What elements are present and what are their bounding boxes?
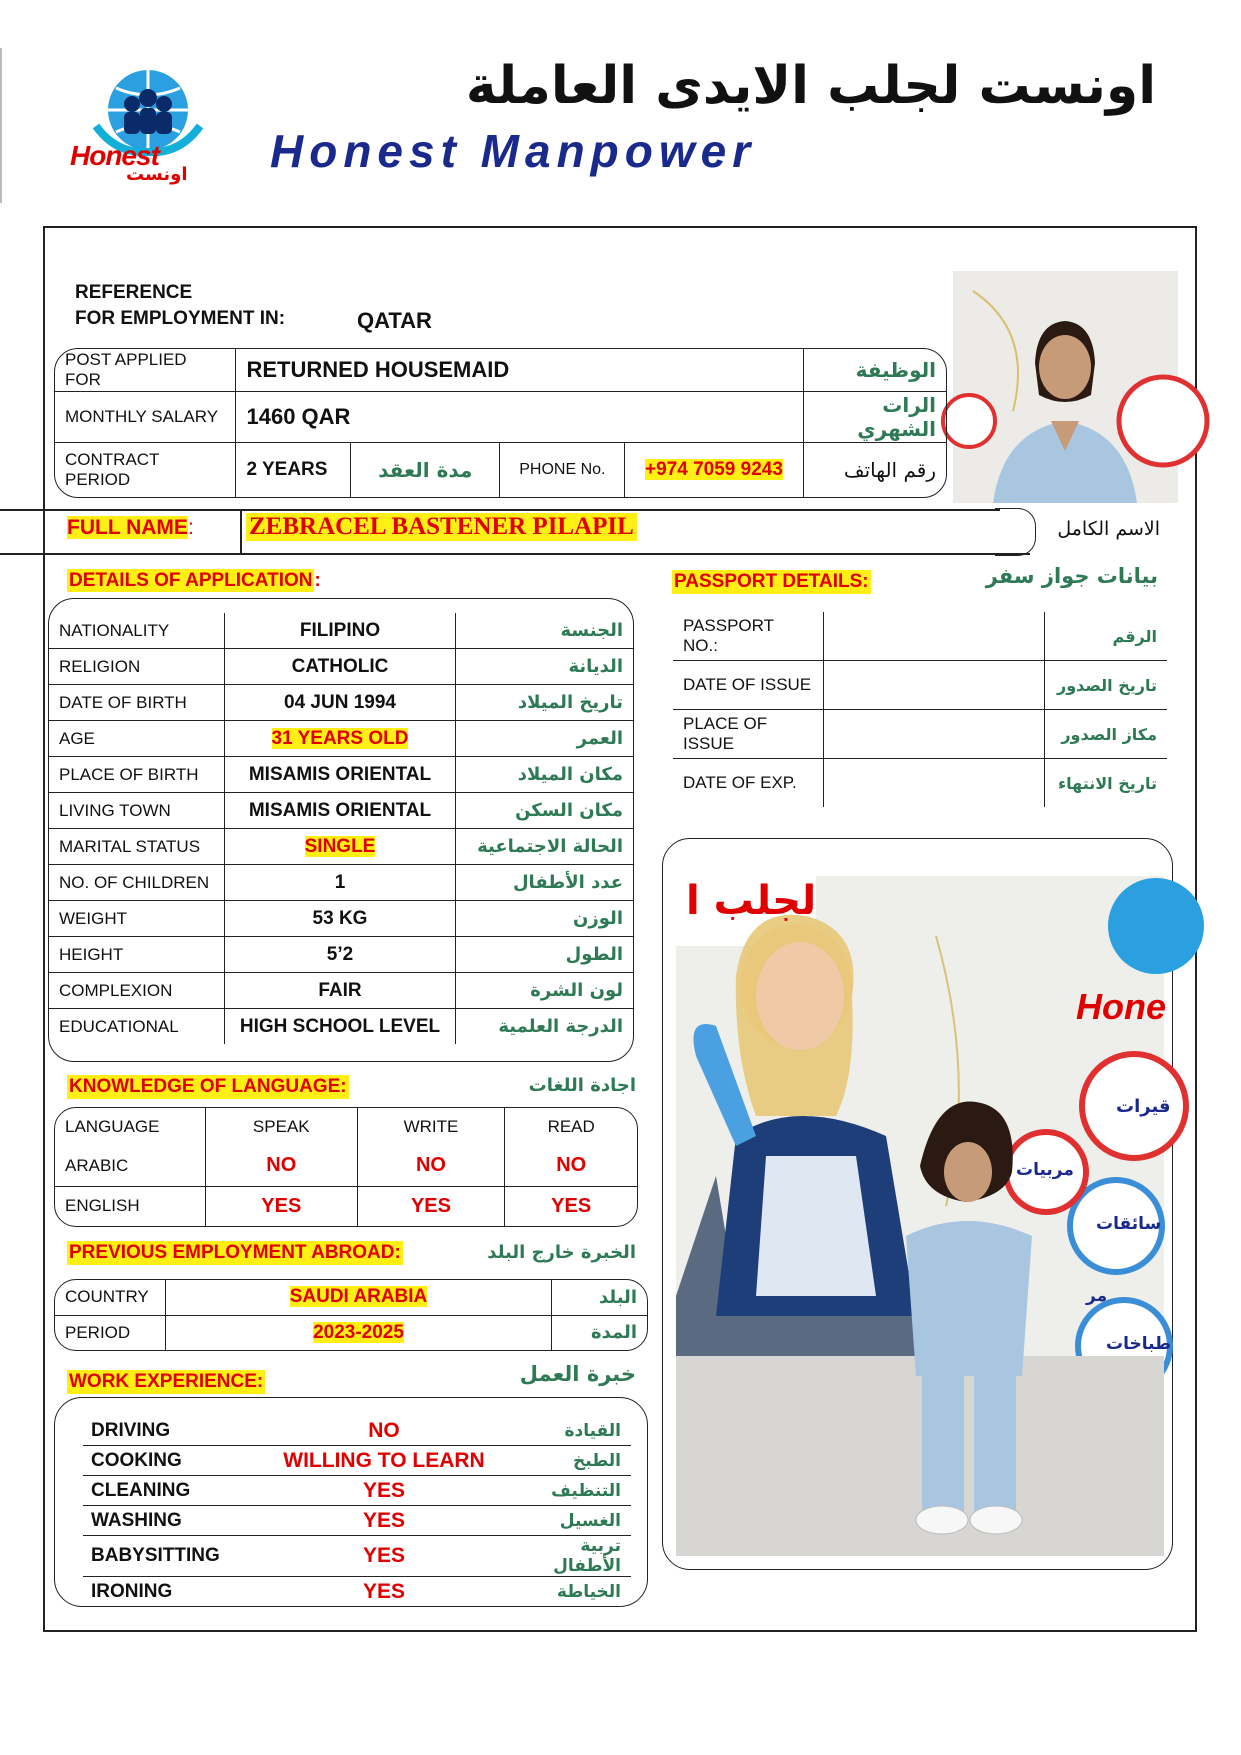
passport-row (673, 759, 1167, 808)
language-write: NO (357, 1146, 505, 1186)
previous-ar: المدة (590, 1322, 637, 1344)
language-speak: YES (206, 1186, 358, 1226)
details-ar: الحالة الاجتماعية (456, 829, 634, 865)
details-row (49, 793, 633, 829)
language-header-cell: LANGUAGE (55, 1108, 206, 1146)
passport-label: DATE OF ISSUE (673, 661, 824, 710)
details-ar: الدرجة العلمية (498, 1016, 623, 1037)
details-label: AGE (49, 721, 225, 757)
details-ar: الجنسة (456, 613, 634, 649)
salary-value: 1460 QAR (236, 391, 803, 442)
work-label: COOKING (83, 1446, 249, 1476)
applicant-portrait-photo (953, 271, 1178, 503)
contract-label: CONTRACT PERIOD (55, 443, 236, 497)
contract-value: 2 YEARS (236, 443, 350, 497)
language-row (55, 1146, 637, 1186)
work-row (83, 1416, 631, 1446)
previous-value-cell (166, 1280, 552, 1315)
work-ar: القيادة (519, 1416, 631, 1446)
contract-ar: مدة العقد (350, 443, 500, 497)
work-value: NO (249, 1416, 519, 1446)
post-ar: الوظيفة (803, 349, 946, 391)
backdrop-bubble-3: سائقات (1096, 1214, 1162, 1234)
work-row (83, 1506, 631, 1536)
details-value-cell (225, 865, 456, 901)
full-photo-image (676, 876, 1164, 1556)
details-row (49, 1009, 633, 1045)
details-value-cell (225, 613, 456, 649)
details-value: MISAMIS ORIENTAL (248, 763, 432, 785)
passport-value (824, 661, 1045, 710)
language-header-cell: WRITE (357, 1108, 505, 1146)
previous-value: SAUDI ARABIA (289, 1286, 428, 1308)
details-value-cell (225, 649, 456, 685)
details-value: 31 YEARS OLD (271, 727, 409, 749)
details-value: 5’2 (326, 943, 354, 965)
employment-in-label: FOR EMPLOYMENT IN: (75, 308, 286, 329)
passport-label: PLACE OF ISSUE (673, 710, 824, 759)
details-row (49, 865, 633, 901)
work-ar: تربية الأطفال (519, 1536, 631, 1577)
passport-value (824, 612, 1045, 661)
details-value: FAIR (318, 979, 362, 1001)
passport-row (673, 661, 1167, 710)
work-row (83, 1446, 631, 1476)
language-rows (55, 1146, 637, 1226)
details-value-cell (225, 973, 456, 1009)
language-speak: NO (206, 1146, 358, 1186)
language-ar-title: اجادة اللغات (528, 1075, 636, 1096)
details-ar: تاريخ الميلاد (456, 685, 634, 721)
passport-ar: تاريخ الانتهاء (1057, 773, 1157, 793)
phone-ar: رقم الهاتف (843, 458, 936, 483)
work-value: YES (249, 1476, 519, 1506)
reference-label: REFERENCE (75, 282, 193, 303)
details-row (49, 685, 633, 721)
fullname-value: ZEBRACEL BASTENER PILAPIL (246, 513, 637, 541)
details-value: 53 KG (312, 907, 368, 929)
previous-value-cell (166, 1315, 552, 1350)
work-rows (83, 1416, 631, 1606)
job-info-box (54, 348, 947, 498)
details-value-cell (225, 901, 456, 937)
passport-title: PASSPORT DETAILS: (674, 571, 869, 592)
details-row (49, 973, 633, 1009)
backdrop-bubble-5: طباخات (1106, 1334, 1172, 1354)
details-label: PLACE OF BIRTH (49, 757, 225, 793)
details-value: MISAMIS ORIENTAL (248, 799, 432, 821)
work-label: IRONING (91, 1580, 173, 1602)
previous-title: PREVIOUS EMPLOYMENT ABROAD: (69, 1242, 401, 1263)
details-value-cell (225, 757, 456, 793)
passport-row (673, 710, 1167, 759)
details-value: FILIPINO (299, 619, 381, 641)
passport-label: PASSPORT NO.: (673, 612, 824, 661)
details-value-cell (225, 829, 456, 865)
fullname-colon: : (187, 516, 194, 539)
logo (66, 66, 236, 188)
details-title-wrap (67, 570, 321, 592)
fullname-label: FULL NAME (67, 516, 188, 539)
details-rows (49, 613, 633, 1044)
details-row (49, 901, 633, 937)
passport-ar-title: بيانات جواز سفر (985, 564, 1158, 588)
previous-label: COUNTRY (55, 1280, 166, 1315)
arabic-title: اونست لجلب الايدى العاملة (465, 56, 1157, 116)
passport-ar: مكاز الصدور (1045, 710, 1168, 759)
logo-text-en: Honest (70, 140, 159, 171)
language-header-cell: READ (547, 1117, 595, 1136)
details-value: HIGH SCHOOL LEVEL (239, 1015, 441, 1037)
backdrop-brand: Hone (1076, 986, 1166, 1027)
post-value: RETURNED HOUSEMAID (236, 349, 803, 391)
passport-ar: تاريخ الصدور (1045, 661, 1168, 710)
applicant-full-photo (676, 876, 1172, 1556)
details-label: NO. OF CHILDREN (49, 865, 225, 901)
details-value-cell (225, 1009, 456, 1045)
language-read: NO (505, 1146, 637, 1186)
details-ar: مكان السكن (456, 793, 634, 829)
details-row (49, 937, 633, 973)
work-ar: الخياطة (556, 1581, 621, 1602)
fullname-divider (240, 509, 242, 554)
details-value: CATHOLIC (291, 655, 389, 677)
previous-label: PERIOD (55, 1315, 166, 1350)
work-value: YES (249, 1506, 519, 1536)
details-label: NATIONALITY (49, 613, 225, 649)
details-label: HEIGHT (49, 937, 225, 973)
salary-row (55, 391, 946, 442)
details-value: 1 (334, 871, 346, 893)
work-ar: التنظيف (519, 1476, 631, 1506)
details-label: EDUCATIONAL (49, 1009, 225, 1045)
previous-ar: البلد (552, 1280, 648, 1315)
details-title-colon: : (314, 570, 321, 591)
backdrop-bubble-2: مربيات (1016, 1160, 1074, 1180)
language-name: ARABIC (55, 1146, 206, 1186)
work-value: YES (249, 1536, 519, 1577)
logo-text-ar: اونست (126, 164, 188, 185)
language-header-row (55, 1108, 637, 1146)
details-ar: عدد الأطفال (456, 865, 634, 901)
phone-label: PHONE No. (500, 443, 625, 497)
details-row (49, 721, 633, 757)
passport-box (673, 612, 1167, 812)
language-title: KNOWLEDGE OF LANGUAGE: (69, 1076, 347, 1097)
details-label: COMPLEXION (49, 973, 225, 1009)
post-label: POST APPLIED FOR (55, 349, 236, 391)
contract-row (55, 443, 946, 497)
fullname-line-left (0, 509, 1000, 511)
details-label: LIVING TOWN (49, 793, 225, 829)
post-row (55, 349, 946, 391)
work-row (83, 1476, 631, 1506)
passport-row (673, 612, 1167, 661)
passport-ar: الرقم (1045, 612, 1168, 661)
backdrop-bubble-1: قيرات (1116, 1096, 1171, 1117)
passport-value (824, 710, 1045, 759)
work-value: WILLING TO LEARN (249, 1446, 519, 1476)
previous-value: 2023-2025 (313, 1321, 404, 1343)
work-label: WASHING (83, 1506, 249, 1536)
details-ar: مكان الميلاد (456, 757, 634, 793)
details-ar: الديانة (456, 649, 634, 685)
details-label: WEIGHT (49, 901, 225, 937)
backdrop-bubble-4: مر (1086, 1286, 1108, 1306)
work-label: CLEANING (83, 1476, 249, 1506)
language-read: YES (551, 1194, 592, 1217)
details-value-cell (225, 721, 456, 757)
details-label: RELIGION (49, 649, 225, 685)
phone-value: +974 7059 9243 (645, 459, 783, 481)
details-ar: الطول (456, 937, 634, 973)
work-box (54, 1397, 648, 1607)
language-row (55, 1186, 637, 1226)
passport-label: DATE OF EXP. (673, 759, 824, 808)
details-row (49, 613, 633, 649)
fullname-label-wrap (67, 516, 194, 540)
details-ar: لون الشرة (456, 973, 634, 1009)
portrait-image (953, 271, 1178, 503)
details-label: MARITAL STATUS (49, 829, 225, 865)
details-value-cell (225, 937, 456, 973)
fullname-ar: الاسم الكامل (1057, 518, 1160, 540)
details-value-cell (225, 793, 456, 829)
work-label: BABYSITTING (83, 1536, 249, 1577)
details-row (49, 649, 633, 685)
language-name: ENGLISH (55, 1186, 206, 1226)
salary-ar: الرات الشهري (803, 391, 946, 442)
details-label: DATE OF BIRTH (49, 685, 225, 721)
backdrop-banner-ar: لجلب ا (686, 878, 817, 924)
details-row (49, 829, 633, 865)
details-value: 04 JUN 1994 (284, 691, 396, 713)
language-header (55, 1108, 637, 1146)
language-header-cell: SPEAK (206, 1108, 358, 1146)
previous-ar-title: الخبرة خارج البلد (487, 1242, 636, 1263)
work-title: WORK EXPERIENCE: (69, 1371, 264, 1392)
passport-value (824, 759, 1045, 808)
work-value: YES (362, 1579, 406, 1603)
details-ar: العمر (456, 721, 634, 757)
fullname-line-bottom (0, 553, 1030, 555)
passport-rows (673, 612, 1167, 807)
details-title: DETAILS OF APPLICATION (69, 570, 313, 591)
work-row (83, 1536, 631, 1577)
work-ar-title: خبرة العمل (519, 1362, 636, 1386)
work-ar: الطبخ (519, 1446, 631, 1476)
work-row (83, 1577, 631, 1607)
previous-row (55, 1315, 647, 1350)
previous-row (55, 1280, 647, 1315)
previous-box (54, 1279, 648, 1351)
previous-rows (55, 1280, 647, 1350)
language-write: YES (357, 1186, 505, 1226)
work-label: DRIVING (83, 1416, 249, 1446)
details-row (49, 757, 633, 793)
work-ar: الغسيل (519, 1506, 631, 1536)
employment-country: QATAR (357, 308, 432, 333)
language-box (54, 1107, 638, 1227)
details-value-cell (225, 685, 456, 721)
salary-label: MONTHLY SALARY (55, 391, 236, 442)
details-box (48, 598, 634, 1062)
details-ar: الوزن (456, 901, 634, 937)
details-value: SINGLE (304, 835, 376, 857)
english-title: Honest Manpower (270, 125, 757, 177)
page-edge-mark (0, 48, 2, 203)
